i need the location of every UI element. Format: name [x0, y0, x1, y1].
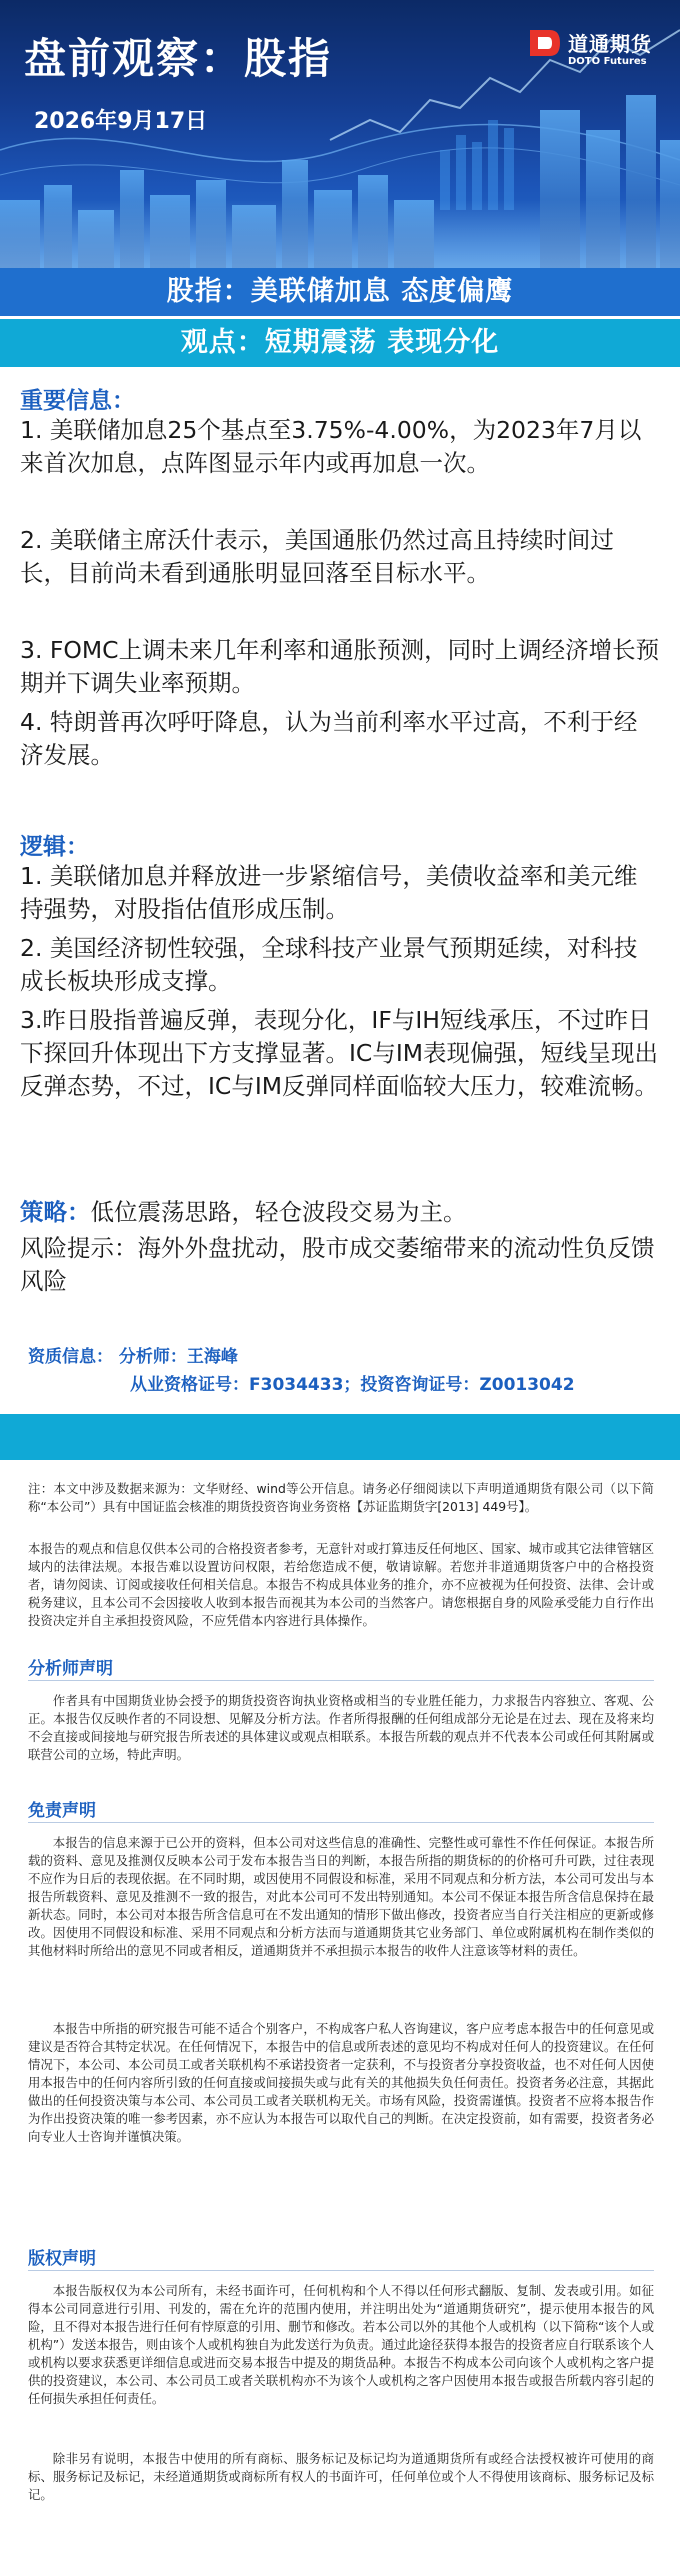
banner-date: 2026年9月17日 — [34, 109, 208, 134]
copyright-text-1: 本报告版权仅为本公司所有，未经书面许可，任何机构和个人不得以任何形式翻版、复制、发表或引用。如征得本公司同意进行引用、刊发的，需在允许的范围内使用，并注明出处为“道通期货研究”，提示使用本报告的风险，且不得对本报告进行任何有悖原意的引用、删节和修改。若本公司以外的其他个人或机构（以下简称“该个人或机构”）发送本报告，则由该个人或机构独自为此发送行为负责。通过此途径获得本报告的投资者应自行联系该个人或机构以要求获悉更详细信息或进而交易本报告中提及的期货品种。本报告不构成本公司向该个人或机构之客户提供的投资建议，本公司、本公司员工或者关联机构亦不为该个人或机构之客户因使用本报告或报告所载内容引起的任何损失承担任何责任。 — [28, 2283, 654, 2406]
exemption-text-1: 本报告的信息来源于已公开的资料，但本公司对这些信息的准确性、完整性或可靠性不作任何保证。本报告所载的资料、意见及推测仅反映本公司于发布本报告当日的判断，本报告所指的期货标的的价格可升可跌，过往表现不应作为日后的表现依据。在不同时期，或因使用不同假设和标准，采用不同观点和分析方法，本公司可发出与本报告所载资料、意见及推测不一致的报告，对此本公司可不发出特别通知。本公司不保证本报告所含信息保持在最新状态。同时，本公司对本报告所含信息可在不发出通知的情形下做出修改，投资者应当自行关注相应的更新或修改。因使用不同假设和标准、采用不同观点和分析方法而与道通期货其它业务部门、单位或附属机构在制作类似的其他材料时所给出的意见不同或者相反，道通期货并不承担损示本报告的收件人注意该等材料的责任。 — [28, 1835, 654, 1958]
disclaimer-intro: 本报告的观点和信息仅供本公司的合格投资者参考，无意针对或打算违反任何地区、国家、城市或其它法律管辖区域内的法律法规。本报告难以设置访问权限，若给您造成不便，敬请谅解。若您并非道通期货客户中的合格投资者，请勿阅读、订阅或接收任何相关信息。本报告不构成具体业务的推介，亦不应被视为任何投资、法律、会计或税务建议，且本公司不会因接收人收到本报告而视其为本公司的当然客户。请您根据自身的风险承受能力自行作出投资决定并自主承担投资风险，不应凭借本内容进行具体操作。 — [28, 1541, 654, 1628]
logic-label: 逻辑： — [20, 834, 89, 860]
analyst-name: 资质信息： 分析师：王海峰 — [28, 1347, 238, 1367]
strategy-label: 策略： — [20, 1198, 91, 1226]
headline-title: 股指：美联储加息 态度偏鹰 — [0, 268, 680, 316]
strategy-text: 低位震荡思路，轻仓波段交易为主。 — [90, 1198, 467, 1226]
logic-item-1: 1. 美联储加息并释放进一步紧缩信号，美债收益率和美元维持强势，对股指估值形成压制。 — [20, 862, 638, 923]
analyst-statement-title: 分析师声明 — [28, 1659, 113, 1679]
divider-line — [28, 1680, 654, 1681]
banner-title: 盘前观察：股指 — [24, 34, 333, 83]
important-item-4: 4. 特朗普再次呼吁降息，认为当前利率水平过高，不利于经济发展。 — [20, 708, 638, 769]
exemption-title: 免责声明 — [28, 1801, 96, 1821]
company-logo — [528, 24, 668, 84]
important-info-label: 重要信息： — [20, 388, 135, 414]
exemption-text-2: 本报告中所指的研究报告可能不适合个别客户，不构成客户私人咨询建议，客户应考虑本报告中的任何意见或建议是否符合其特定状况。在任何情况下，本报告中的信息或所表述的意见均不构成对任何人的投资建议。在任何情况下，本公司、本公司员工或者关联机构不承诺投资者一定获利，不与投资者分享投资收益，也不对任何人因使用本报告中的任何内容所引致的任何直接或间接损失或与此有关的其他损失负任何责任。投资者务必注意，其据此做出的任何投资决策与本公司、本公司员工或者关联机构无关。市场有风险，投资需谨慎。投资者不应将本报告作为作出投资决策的唯一参考因素，亦不应认为本报告可以取代自己的判断。在决定投资前，如有需要，投资者务必向专业人士咨询并谨慎决策。 — [28, 2021, 654, 2144]
important-item-1: 1. 美联储加息25个基点至3.75%-4.00%，为2023年7月以来首次加息，点阵图显示年内或再加息一次。 — [20, 416, 642, 477]
logic-item-2: 2. 美国经济韧性较强，全球科技产业景气预期延续，对科技成长板块形成支撑。 — [20, 934, 638, 995]
header-banner — [0, 0, 680, 268]
logo-text-en: DOTO Futures — [568, 56, 647, 67]
important-item-3: 3. FOMC上调未来几年利率和通胀预测，同时上调经济增长预期并下调失业率预期。 — [20, 636, 660, 697]
divider-line — [28, 2270, 654, 2271]
divider-line — [28, 1822, 654, 1823]
analyst-statement-text: 作者具有中国期货业协会授予的期货投资咨询执业资格或相当的专业胜任能力，力求报告内容独立、客观、公正。本报告仅反映作者的不同设想、见解及分析方法。作者所得报酬的任何组成部分无论是在过去、现在及将来均不会直接或间接地与研究报告所表述的具体建议或观点相联系。本报告所载的观点并不代表本公司或任何其附属或联营公司的立场，特此声明。 — [28, 1693, 654, 1762]
risk-warning: 风险提示：海外外盘扰动，股市成交萎缩带来的流动性负反馈风险 — [20, 1234, 655, 1295]
doto-logo-icon — [528, 26, 562, 60]
important-item-2: 2. 美联储主席沃什表示，美国通胀仍然过高且持续时间过长，目前尚未看到通胀明显回落至目标水平。 — [20, 526, 614, 587]
copyright-title: 版权声明 — [28, 2249, 96, 2269]
logic-item-3: 3.昨日股指普遍反弹，表现分化，IF与IH短线承压，不过昨日下探回升体现出下方支撑显著。IC与IM表现偏强，短线呈现出反弹态势，不过，IC与IM反弹同样面临较大压力，较难流畅。 — [20, 1006, 659, 1100]
analyst-license: 从业资格证号：F3034433；投资咨询证号：Z0013042 — [130, 1375, 575, 1395]
logo-text-cn: 道通期货 — [568, 32, 652, 56]
data-source-note: 注：本文中涉及数据来源为：文华财经、wind等公开信息。请务必仔细阅读以下声明道通期货有限公司（以下简称“本公司”）具有中国证监会核准的期货投资咨询业务资格【苏证监期货字[2013] 449号】。 — [28, 1481, 654, 1514]
copyright-text-2: 除非另有说明，本报告中使用的所有商标、服务标记及标记均为道通期货所有或经合法授权被许可使用的商标、服务标记及标记，未经道通期货或商标所有权人的书面许可，任何单位或个人不得使用该商标、服务标记及标记。 — [28, 2451, 654, 2502]
divider-band — [0, 1414, 680, 1460]
strategy-line — [20, 1196, 660, 1229]
headline-view: 观点：短期震荡 表现分化 — [0, 319, 680, 367]
